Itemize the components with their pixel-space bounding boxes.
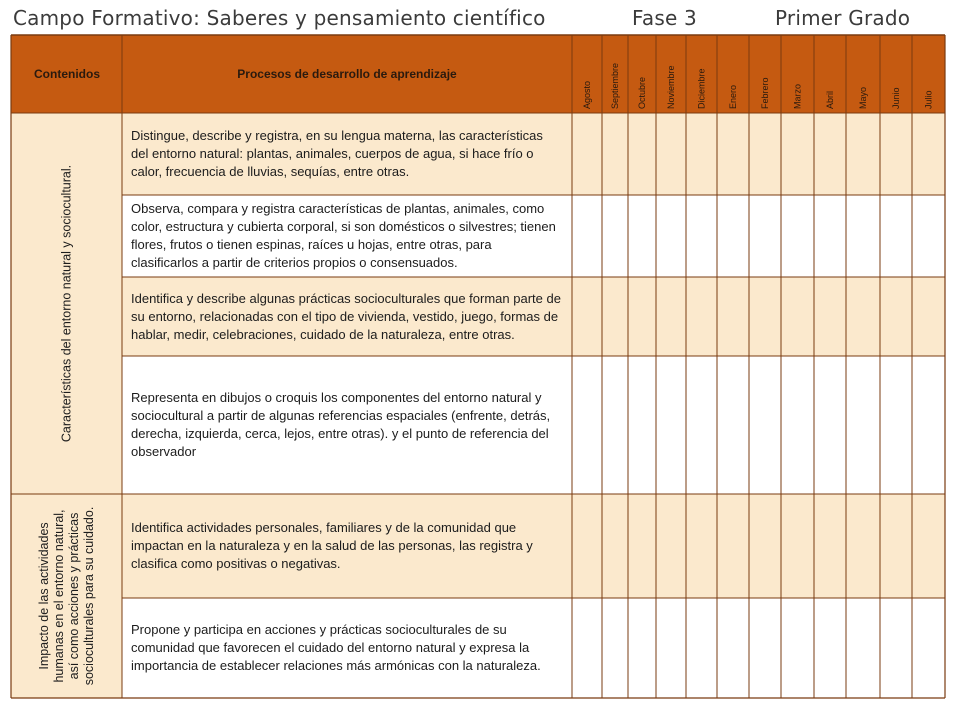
header-contenidos: Contenidos	[34, 67, 100, 81]
month-header: Febrero	[760, 77, 770, 109]
proceso-text: Observa, compara y registra características de plantas, animales, como color, estructura y cubierta corporal, si son domésticos o silvestres; tienen flores, frutos o tienen espinas, raíces u hojas, entre otras, para clasificarlos a partir de criterios propios o consensuados.	[131, 201, 556, 270]
contenido-label: humanas en el entorno natural,	[52, 509, 66, 683]
proceso-text: Distingue, describe y registra, en su lengua materna, las características del entorno natural: plantas, animales, cuerpos de agua, si hace frío o calor, frecuencia de lluvias, sequías, entre otras.	[131, 128, 543, 179]
month-header: Abril	[825, 90, 835, 109]
page-title: Campo Formativo: Saberes y pensamiento científico	[13, 6, 546, 30]
month-header: Marzo	[792, 83, 803, 109]
month-header: Diciembre	[696, 68, 707, 109]
contenido-label: Impacto de las actividades	[37, 522, 51, 670]
header-procesos: Procesos de desarrollo de aprendizaje	[237, 67, 457, 81]
month-header: Mayo	[858, 86, 868, 109]
proceso-text: Representa en dibujos o croquis los componentes del entorno natural y sociocultural a partir de algunas referencias espaciales (enfrente, detrás, derecha, izquierda, cerca, lejos, entre otras). y el punto de referencia del observador	[131, 390, 551, 459]
contenido-label: socioculturales para su cuidado.	[82, 506, 96, 686]
contenido-label: así como acciones y prácticas	[67, 512, 81, 680]
month-header: Junio	[891, 87, 901, 109]
month-header: Julio	[923, 90, 934, 109]
proceso-text: Identifica actividades personales, familiares y de la comunidad que impactan en la naturaleza y en la salud de las personas, las registra y clasifica como positivas o negativas.	[131, 520, 533, 571]
month-header: Noviembre	[666, 65, 676, 109]
grade-label: Primer Grado	[775, 6, 911, 30]
proceso-text: Identifica y describe algunas prácticas socioculturales que forman parte de su entorno, relacionadas con el tipo de vivienda, vestido, juego, formas de hablar, medir, celebraciones, cuidado de la naturaleza, entre otras.	[131, 290, 561, 342]
phase-label: Fase 3	[632, 6, 697, 30]
month-header: Septiembre	[610, 62, 620, 109]
header-band	[11, 35, 945, 113]
contenido-label: Características del entorno natural y sociocultural.	[59, 164, 74, 443]
month-header: Agosto	[582, 80, 592, 109]
proceso-text: Propone y participa en acciones y prácticas socioculturales de su comunidad que favorecen el cuidado del entorno natural y expresa la importancia de establecer relaciones más armónicas con la naturaleza.	[131, 622, 541, 673]
month-header: Octubre	[637, 76, 647, 109]
month-header: Enero	[728, 84, 738, 109]
